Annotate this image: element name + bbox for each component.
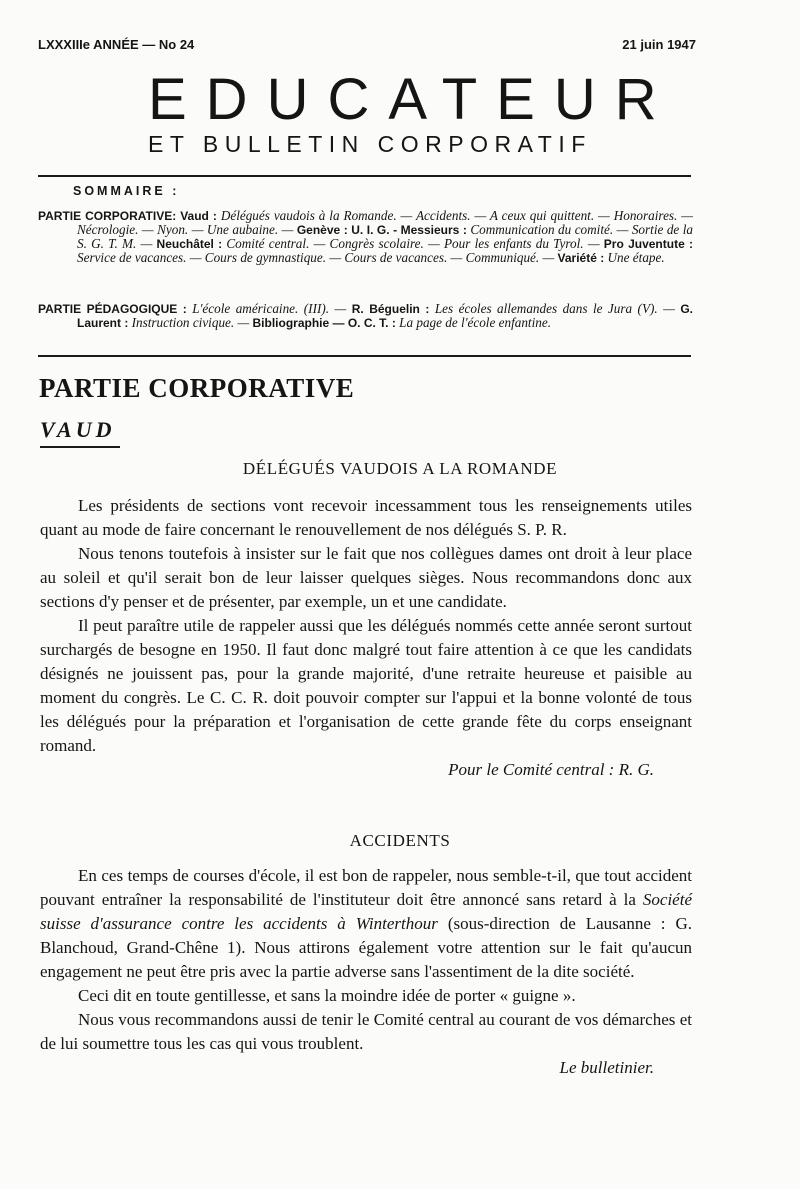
summary-corporative-heading: PARTIE CORPORATIVE	[38, 209, 173, 223]
summary-pro-label: Pro Juventute :	[603, 237, 694, 252]
accidents-insurer: Société suisse d'assurance contre les accidents à Winterthour	[40, 890, 692, 933]
summary-biblio-label: Bibliographie	[252, 316, 330, 331]
summary-variete-label: Variété :	[557, 251, 605, 266]
accidents-signature: Le bulletinier.	[559, 1058, 654, 1077]
summary-vaud-items: Délégués vaudois à la Romande. — Accidents. — A ceux qui quittent. — Honoraires. — Nécrologie. — Nyon. — Une aubaine. —	[77, 208, 694, 238]
summary-oct-label: — O. C. T. :	[332, 316, 396, 331]
accidents-article	[40, 864, 692, 1080]
sommaire-label: SOMMAIRE :	[73, 184, 180, 198]
region-title: VAUD	[40, 417, 120, 448]
accidents-paragraph-3: Nous vous recommandons aussi de tenir le Comité central au courant de vos démarches et de lui soumettre tous les cas qui vous troublent.	[40, 1010, 692, 1053]
summary-beguelin-label: R. Béguelin :	[351, 302, 430, 316]
publication-subtitle: ET BULLETIN CORPORATIF	[148, 131, 592, 157]
accidents-paragraph-2: Ceci dit en toute gentillesse, et sans la moindre idée de porter « guigne ».	[78, 986, 576, 1005]
delegues-heading: DÉLÉGUÉS VAUDOIS A LA ROMANDE	[242, 459, 558, 478]
summary-geneve-items: Communication du comité. — Sortie de la S. G. T. M. —	[77, 222, 694, 252]
summary-geneve-label: Genève : U. I. G. - Messieurs :	[296, 223, 467, 238]
delegues-paragraph-3: Il peut paraître utile de rappeler aussi que les délégués nommés cette année seront surtout surchargés de besogne en 1950. Il faut donc malgré tout faire attention à ce que les candidats désignés ne jouissent pas, pour la grande majorité, d'une retraite heureuse et paisible au moment du congrès. Le C. C. R. doit pouvoir compter sur l'appui et la bonne volonté de tous les délégués pour la préparation et l'organisation de cette grande fête du corps enseignant romand.	[40, 616, 692, 755]
accidents-paragraph-1	[40, 864, 692, 984]
accidents-paragraph-1-b: (sous-direction de Lausanne : G. Blanchoud, Grand-Chêne 1). Nous attirons également votre attention sur le fait qu'aucun engagement ne peut être pris avec la partie adverse sans l'assentiment de la dite société.	[40, 914, 692, 981]
publication-title: EDUCATEUR	[148, 67, 676, 132]
delegues-article	[40, 494, 692, 782]
summary-pedagogique-item1: L'école américaine. (III). —	[192, 301, 347, 316]
section-title: PARTIE CORPORATIVE	[39, 373, 355, 403]
summary-oct-items: La page de l'école enfantine.	[399, 315, 551, 331]
summary-pro-items: Service de vacances. — Cours de gymnastique. — Cours de vacances. — Communiqué. —	[77, 250, 555, 266]
summary-pedagogique-heading: PARTIE PÉDAGOGIQUE :	[38, 302, 187, 316]
summary-variete-items: Une étape.	[607, 250, 665, 266]
divider-top	[38, 175, 691, 177]
summary-beguelin-items: Les écoles allemandes dans le Jura (V). —	[434, 301, 675, 316]
summary-vaud-label: Vaud :	[180, 209, 217, 223]
summary-corporative	[38, 209, 693, 265]
divider-bottom	[38, 355, 691, 357]
delegues-paragraph-2: Nous tenons toutefois à insister sur le fait que nos collègues dames ont droit à leur place au soleil et qu'il serait bon de leur laisser quelques sièges. Nous recommandons donc aux sections d'y penser et de présenter, par exemple, un et une candidate.	[40, 544, 692, 611]
summary-neuchatel-label: Neuchâtel :	[156, 237, 223, 252]
issue-line	[38, 37, 696, 57]
delegues-signature: Pour le Comité central : R. G.	[448, 760, 654, 779]
summary-laurent-label: G. Laurent :	[77, 302, 694, 331]
summary-corporative-entry: PARTIE CORPORATIVE: Vaud : Délégués vaudois à la Romande. — Accidents. — A ceux qui quittent. — Honoraires. — Nécrologie. — Nyon. — Une aubaine. — Genève : U. I. G. - Messieurs : Communication du comité. — Sortie de la S. G. T. M. — Neuchâtel : Comité central. — Congrès scolaire. — Pour les enfants du Tyrol. — Pro Juventute : Service de vacances. — Cours de gymnastique. — Cours de vacances. — Communiqué. — Variété : Une étape.	[38, 208, 694, 266]
summary-neuchatel-items: Comité central. — Congrès scolaire. — Pour les enfants du Tyrol. —	[226, 236, 600, 252]
issue-number: LXXXIIIe ANNÉE — No 24	[38, 37, 195, 52]
accidents-paragraph-1-a: En ces temps de courses d'école, il est bon de rappeler, nous semble-t-il, que tout accident pouvant entraîner la responsabilité de l'instituteur doit être annoncé sans retard à la	[40, 866, 692, 909]
issue-date: 21 juin 1947	[622, 37, 696, 52]
delegues-paragraph-1: Les présidents de sections vont recevoir incessamment tous les renseignements utiles quant au mode de faire concernant le renouvellement de nos délégués S. P. R.	[40, 496, 692, 539]
summary-pedagogique-entry	[38, 302, 693, 330]
summary-pedagogique	[38, 302, 693, 330]
accidents-heading: ACCIDENTS	[349, 831, 451, 850]
summary-laurent-items: Instruction civique. —	[131, 315, 250, 331]
